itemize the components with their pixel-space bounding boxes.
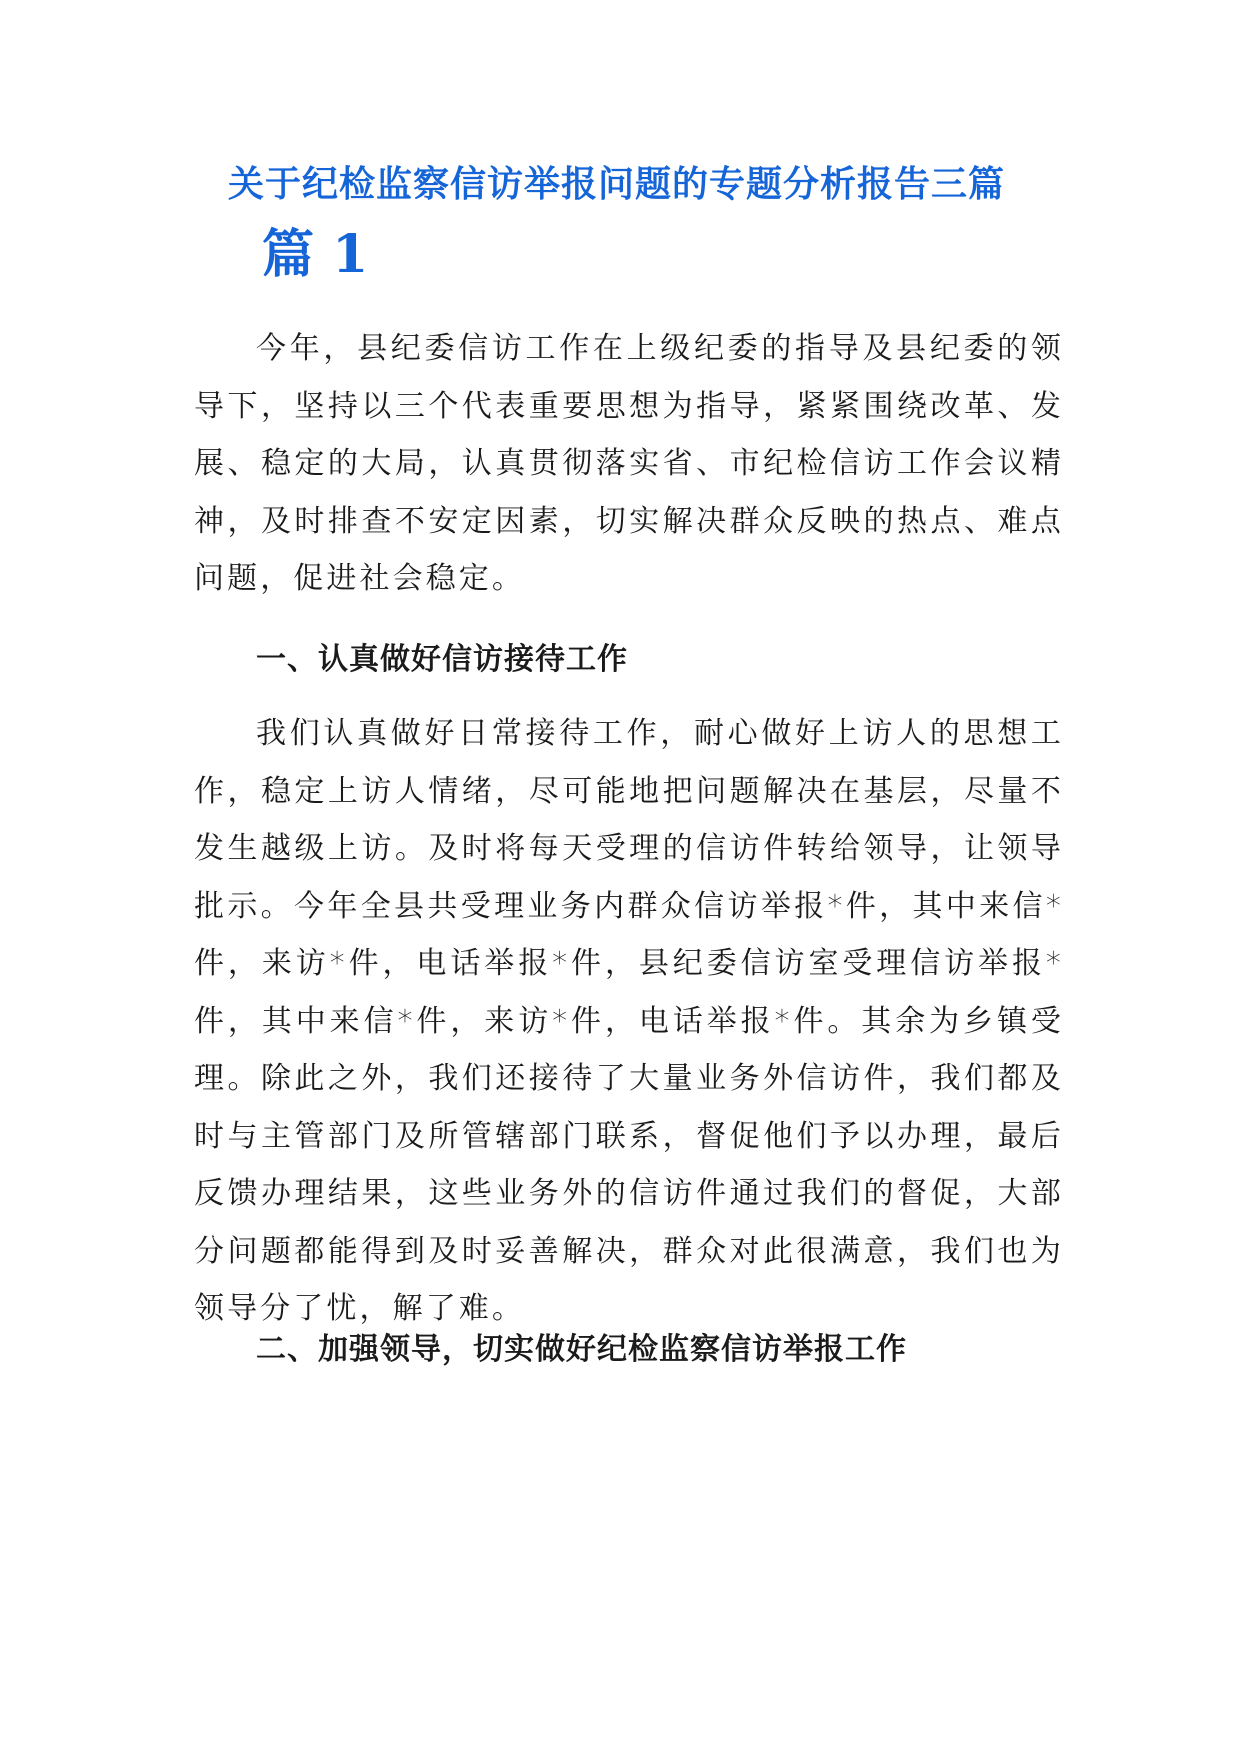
section-1-paragraph: 我们认真做好日常接待工作，耐心做好上访人的思想工作，稳定上访人情绪，尽可能地把问题解决在基层，尽量不发生越级上访。及时将每天受理的信访件转给领导，让领导批示。今年全县共受理业务内群众信访举报*件，其中来信*件，来访*件，电话举报*件，县纪委信访室受理信访举报*件，其中来信*件，来访*件，电话举报*件。其余为乡镇受理。除此之外，我们还接待了大量业务外信访件，我们都及时与主管部门及所管辖部门联系，督促他们予以办理，最后反馈办理结果，这些业务外的信访件通过我们的督促，大部分问题都能得到及时妥善解决，群众对此很满意，我们也为领导分了忧，解了难。 [194, 716, 1064, 1326]
section-heading-1: 一、认真做好信访接待工作 [256, 642, 628, 677]
document-title: 关于纪检监察信访举报问题的专题分析报告三篇 [228, 163, 1006, 205]
document-subtitle: 篇 1 [262, 224, 369, 285]
section-heading-2: 二、加强领导，切实做好纪检监察信访举报工作 [256, 1332, 907, 1367]
intro-paragraph: 今年，县纪委信访工作在上级纪委的指导及县纪委的领导下，坚持以三个代表重要思想为指导，紧紧围绕改革、发展、稳定的大局，认真贯彻落实省、市纪检信访工作会议精神，及时排查不安定因素，切实解决群众反映的热点、难点问题，促进社会稳定。 [194, 331, 1064, 596]
